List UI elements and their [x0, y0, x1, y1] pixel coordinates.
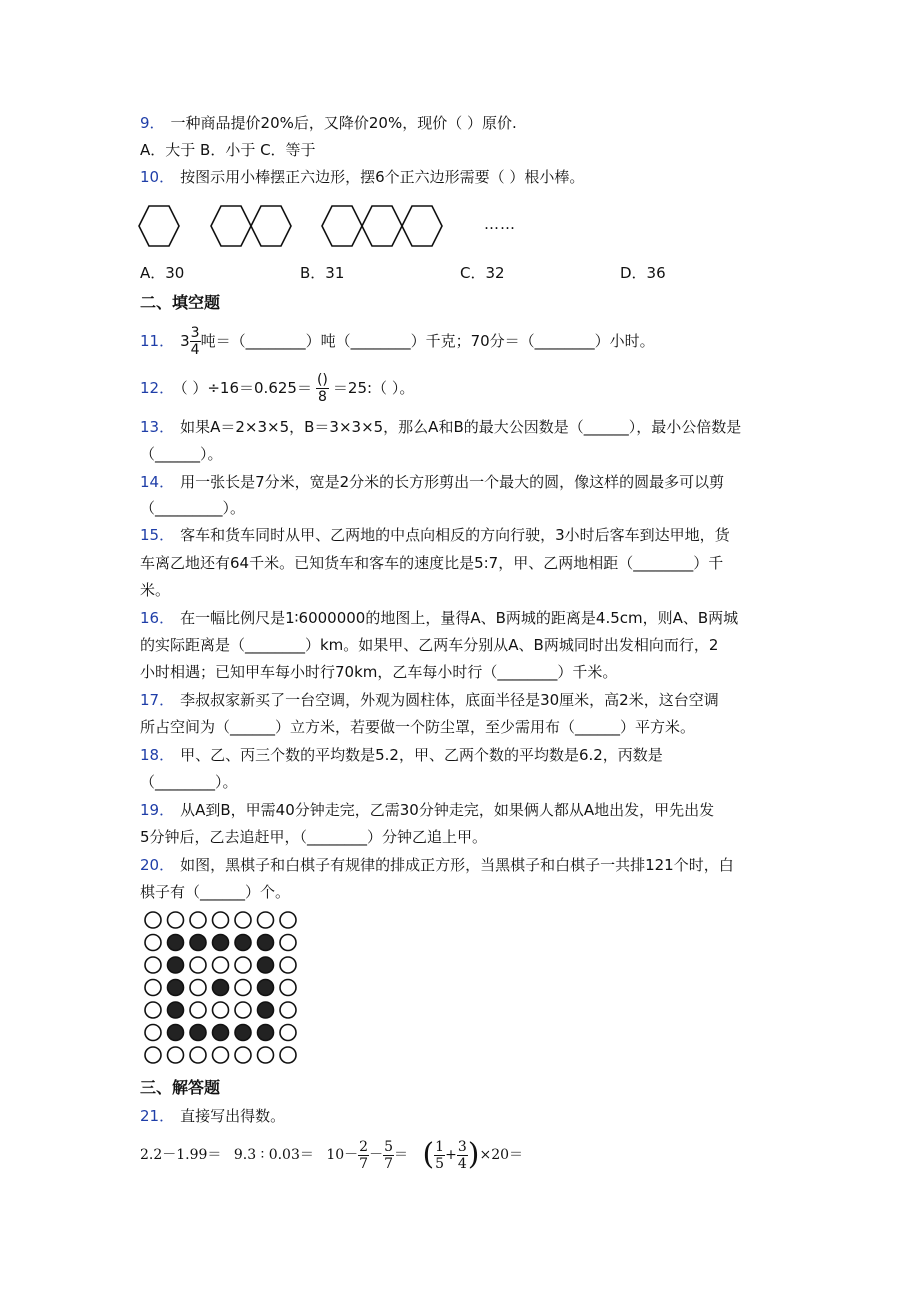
- question-text: 李叔叔家新买了一台空调，外观为圆柱体，底面半径是30厘米，高2米，这台空调: [180, 691, 719, 709]
- black-piece: [258, 935, 274, 951]
- ellipsis: ……: [484, 215, 516, 233]
- question-16-line-2: 的实际距离是（________）km。如果甲、乙两车分别从A、B两城同时出发相向而行，2: [140, 636, 719, 654]
- white-piece: [280, 912, 296, 928]
- question-20-line-2: 棋子有（______）个。: [140, 883, 291, 901]
- mixed-number: [180, 322, 200, 360]
- fraction: [316, 372, 329, 405]
- hexagon-1: [139, 206, 179, 246]
- whole-part: 3: [180, 332, 190, 350]
- white-piece: [145, 1002, 161, 1018]
- expr-part: 10－: [326, 1147, 359, 1163]
- black-piece: [213, 980, 229, 996]
- numerator: 1: [435, 1138, 445, 1155]
- black-piece: [258, 1002, 274, 1018]
- white-piece: [168, 912, 184, 928]
- question-text: 如图，黑棋子和白棋子有规律的排成正方形，当黑棋子和白棋子一共排121个时，白: [180, 856, 734, 874]
- black-piece: [190, 1025, 206, 1041]
- left-paren: (: [422, 1137, 435, 1172]
- question-text: 客车和货车同时从甲、乙两地的中点向相反的方向行驶，3小时后客车到达甲地，货: [180, 526, 730, 544]
- white-piece: [280, 935, 296, 951]
- question-number: 16．: [140, 609, 175, 627]
- denominator: 4: [190, 341, 200, 358]
- fraction: [434, 1139, 445, 1172]
- question-number: 20．: [140, 856, 175, 874]
- black-piece: [258, 1025, 274, 1041]
- section-heading-solve: 三、解答题: [140, 1078, 221, 1097]
- question-text: 甲、乙、丙三个数的平均数是5.2，甲、乙两个数的平均数是6.2，丙数是: [180, 746, 663, 764]
- white-piece: [190, 980, 206, 996]
- numerator: 3: [190, 324, 200, 341]
- white-piece: [145, 935, 161, 951]
- question-text: 从A到B，甲需40分钟走完，乙需30分钟走完，如果俩人都从A地出发，甲先出发: [180, 801, 715, 819]
- white-piece: [213, 1047, 229, 1063]
- denominator: 7: [359, 1155, 369, 1172]
- option-a: A．30: [140, 264, 185, 282]
- black-piece: [235, 1025, 251, 1041]
- question-text: 如果A＝2×3×5，B＝3×3×5，那么A和B的最大公因数是（______），最小公倍数是: [180, 418, 742, 436]
- option-c: C．32: [460, 264, 505, 282]
- expression-2: 9.3 ∶ 0.03＝: [233, 1147, 314, 1163]
- white-piece: [235, 957, 251, 973]
- question-number: 11．: [140, 332, 175, 350]
- white-piece: [190, 1002, 206, 1018]
- white-piece: [213, 912, 229, 928]
- question-13: [140, 417, 741, 437]
- black-piece: [190, 935, 206, 951]
- question-19-line-2: 5分钟后，乙去追赶甲，（________）分钟乙追上甲。: [140, 828, 488, 846]
- white-piece: [280, 1025, 296, 1041]
- question-9-options: A．大于 B．小于 C．等于: [140, 141, 316, 159]
- denominator: 4: [457, 1155, 467, 1172]
- white-piece: [145, 1025, 161, 1041]
- right-paren: ): [467, 1137, 480, 1172]
- white-piece: [280, 1047, 296, 1063]
- black-piece: [213, 935, 229, 951]
- hexagon-2a: [211, 206, 251, 246]
- question-20: [140, 855, 734, 875]
- question-text-pre: （ ）÷16＝0.625＝: [180, 379, 312, 397]
- question-text: 按图示用小棒摆正六边形，摆6个正六边形需要（ ）根小棒。: [180, 168, 585, 186]
- white-piece: [235, 980, 251, 996]
- numerator: 3: [457, 1138, 467, 1155]
- white-piece: [190, 957, 206, 973]
- question-11: [140, 322, 655, 360]
- question-number: 17．: [140, 691, 175, 709]
- question-text: 用一张长是7分米，宽是2分米的长方形剪出一个最大的圆，像这样的圆最多可以剪: [180, 473, 725, 491]
- question-17: [140, 690, 719, 710]
- chess-piece-grid: [142, 910, 302, 1066]
- numerator: 2: [359, 1138, 369, 1155]
- question-14-line-2: （_________）。: [140, 499, 246, 517]
- white-piece: [280, 957, 296, 973]
- white-piece: [258, 912, 274, 928]
- white-piece: [145, 957, 161, 973]
- section-heading-fill-blank: 二、填空题: [140, 293, 221, 312]
- question-9: [140, 113, 517, 133]
- white-piece: [190, 1047, 206, 1063]
- black-piece: [168, 935, 184, 951]
- black-piece: [168, 1002, 184, 1018]
- black-piece: [235, 935, 251, 951]
- expr-part: ＝: [394, 1147, 408, 1163]
- white-piece: [235, 1047, 251, 1063]
- hexagon-3a: [322, 206, 362, 246]
- white-piece: [168, 1047, 184, 1063]
- option-d: D．36: [620, 264, 666, 282]
- question-text: 在一幅比例尺是1∶6000000的地图上，量得A、B两城的距离是4.5cm，则A、B两城: [180, 609, 739, 627]
- question-text: 吨＝（________）吨（________）千克；70分＝（________）小时。: [200, 332, 655, 350]
- plus-sign: +: [445, 1147, 457, 1163]
- white-piece: [190, 912, 206, 928]
- black-piece: [168, 957, 184, 973]
- question-number: 19．: [140, 801, 175, 819]
- question-text: 一种商品提价20%后，又降价20%，现价（ ）原价.: [170, 114, 517, 132]
- white-piece: [280, 1002, 296, 1018]
- denominator: 5: [435, 1155, 445, 1172]
- hexagon-2b: [251, 206, 291, 246]
- white-piece: [213, 957, 229, 973]
- expr-part: －: [369, 1147, 384, 1163]
- question-text: 直接写出得数。: [180, 1107, 286, 1125]
- question-number: 14．: [140, 473, 175, 491]
- numerator: (): [316, 372, 328, 388]
- white-piece: [213, 1002, 229, 1018]
- question-15-line-3: 米。: [140, 581, 171, 599]
- black-piece: [213, 1025, 229, 1041]
- question-text-post: ＝25:（ ）。: [332, 379, 415, 397]
- black-piece: [258, 980, 274, 996]
- black-piece: [168, 1025, 184, 1041]
- question-number: 13．: [140, 418, 175, 436]
- hexagon-3b: [362, 206, 402, 246]
- hexagon-3c: [402, 206, 442, 246]
- question-number: 10．: [140, 168, 175, 186]
- question-14: [140, 472, 724, 492]
- white-piece: [145, 912, 161, 928]
- question-18: [140, 745, 663, 765]
- fraction: [358, 1139, 369, 1172]
- question-15: [140, 525, 730, 545]
- white-piece: [235, 912, 251, 928]
- question-number: 15．: [140, 526, 175, 544]
- expression-1: 2.2－1.99＝: [140, 1147, 222, 1163]
- question-13-line-2: （______）。: [140, 445, 223, 463]
- fraction: [383, 1139, 394, 1172]
- question-21: [140, 1106, 285, 1126]
- white-piece: [145, 980, 161, 996]
- question-16-line-3: 小时相遇；已知甲车每小时行70km，乙车每小时行（________）千米。: [140, 663, 618, 681]
- black-piece: [258, 957, 274, 973]
- white-piece: [145, 1047, 161, 1063]
- question-10: [140, 167, 584, 187]
- question-16: [140, 608, 738, 628]
- white-piece: [280, 980, 296, 996]
- denominator: 7: [384, 1155, 393, 1172]
- option-b: B．31: [300, 264, 345, 282]
- fraction: [190, 325, 201, 358]
- question-number: 9．: [140, 114, 165, 132]
- expression-3: [326, 1138, 408, 1172]
- expression-4: [422, 1137, 524, 1172]
- white-piece: [235, 1002, 251, 1018]
- calculation-row: [140, 1133, 523, 1177]
- black-piece: [168, 980, 184, 996]
- numerator: 5: [384, 1138, 393, 1155]
- expr-part: ×20＝: [479, 1147, 524, 1163]
- question-number: 18．: [140, 746, 175, 764]
- question-number: 21．: [140, 1107, 175, 1125]
- denominator: 8: [317, 389, 327, 405]
- question-number: 12．: [140, 379, 175, 397]
- white-piece: [258, 1047, 274, 1063]
- question-19: [140, 800, 714, 820]
- question-15-line-2: 车离乙地还有64千米。已知货车和客车的速度比是5:7，甲、乙两地相距（________）千: [140, 554, 724, 572]
- question-17-line-2: 所占空间为（______）立方米，若要做一个防尘罩，至少需用布（______）平方米。: [140, 718, 696, 736]
- question-18-line-2: （________）。: [140, 773, 238, 791]
- question-12: [140, 369, 414, 407]
- fraction: [457, 1139, 468, 1172]
